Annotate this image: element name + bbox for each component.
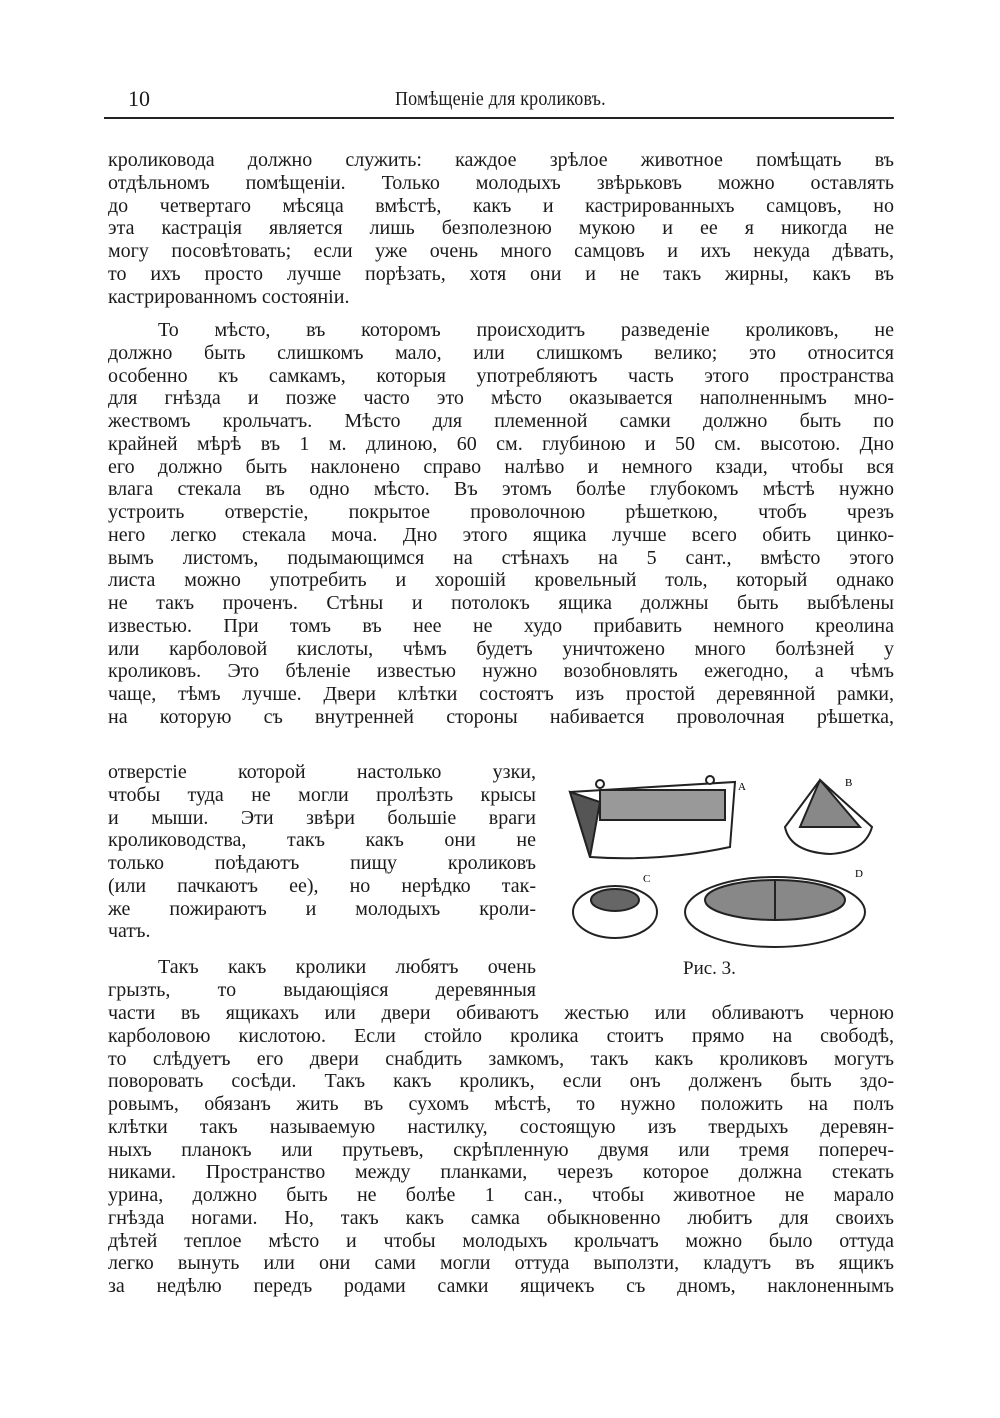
text-line: и мыши. Эти звѣри большіе враги <box>108 806 536 829</box>
text-line: известью. При томъ въ нее не худо прибавить немного креолина <box>108 614 894 637</box>
label-b: B <box>845 777 853 789</box>
text-line: устроить отверстіе, покрытое проволочною рѣшеткою, чтобъ чрезъ <box>108 501 894 523</box>
text-line: на которую съ внутренней стороны набивается проволочная рѣшетка, <box>108 705 894 728</box>
text-line: никами. Пространство между планками, черезъ которое должна стекать <box>108 1161 894 1184</box>
label-c: C <box>643 873 651 885</box>
text-line: части въ ящикахъ или двери обиваютъ жестью или обливаютъ черною <box>108 1002 894 1024</box>
text-line: ровымъ, обязанъ жить въ сухомъ мѣстѣ, то нужно положить на полъ <box>108 1093 894 1115</box>
text-line: могу посовѣтовать; если уже очень много самцовъ и ихъ некуда дѣвать, <box>108 240 894 262</box>
text-line: влага стекала въ одно мѣсто. Въ этомъ болѣе глубокомъ мѣстѣ нужно <box>108 478 894 501</box>
running-header: Помѣщеніе для кроликовъ. <box>395 88 606 110</box>
text-line: кроликовода должно служить: каждое зрѣлое животное помѣщать въ <box>108 149 894 171</box>
text-line: кроликовъ. Это бѣленіе известью нужно возобновлять ежегодно, а чѣмъ <box>108 660 894 683</box>
label-a: A <box>738 781 746 793</box>
header-rule <box>104 117 894 119</box>
figure-feeders <box>560 772 890 962</box>
feeder-d-illustration <box>685 877 865 947</box>
text-line: же пожираютъ и молодыхъ кроли- <box>108 897 536 920</box>
text-line: чаще, тѣмъ лучше. Двери клѣтки состоятъ изъ простой деревянной рамки, <box>108 683 894 705</box>
text-line: него легко стекала моча. Дно этого ящика лучше всего обить цинко- <box>108 523 894 546</box>
text-line: грызть, то выдающіяся деревянныя <box>108 978 536 1001</box>
text-line: листа можно употребить и хорошій кровельный толь, который однако <box>108 569 894 592</box>
paragraph-2 <box>108 319 894 729</box>
feeder-c-illustration <box>573 886 657 938</box>
text-line: только поѣдаютъ пищу кроликовъ <box>108 852 536 874</box>
text-line: особенно къ самкамъ, которыя употребляютъ часть этого пространства <box>108 364 894 387</box>
text-line: для гнѣзда и позже часто это мѣсто оказывается наполненнымъ мно- <box>108 387 894 410</box>
text-line: до четвертаго мѣсяца вмѣстѣ, какъ и кастрированныхъ самцовъ, но <box>108 194 894 217</box>
text-line: кастрированномъ состояніи. <box>108 285 350 308</box>
text-line: гнѣзда ногами. Но, такъ какъ самка обыкновенно любитъ для своихъ <box>108 1206 894 1229</box>
text-line: (или пачкаютъ ее), но нерѣдко так- <box>108 874 536 897</box>
text-line: чтобы туда не могли пролѣзть крысы <box>108 783 536 806</box>
text-line: чатъ. <box>108 920 151 943</box>
text-line: карболовою кислотою. Если стойло кролика стоитъ прямо на свободѣ, <box>108 1024 894 1047</box>
page-number: 10 <box>128 86 150 111</box>
paragraph-3-narrow <box>108 956 536 1002</box>
label-d: D <box>855 868 863 880</box>
text-line: эта кастрація является лишь безполезною мукою и ее я никогда не <box>108 217 894 240</box>
text-line: отдѣльномъ помѣщеніи. Только молодыхъ звѣрьковъ можно оставлять <box>108 171 894 194</box>
paragraph-3 <box>108 1002 894 1298</box>
text-line: клѣтки такъ называемую настилку, состоящую изъ твердыхъ деревян- <box>108 1115 894 1138</box>
text-line: поворовать сосѣди. Такъ какъ кроликъ, если онъ долженъ быть здо- <box>108 1070 894 1093</box>
text-line: за недѣлю передъ родами самки ящичекъ съ дномъ, наклоненнымъ <box>108 1275 894 1297</box>
feeder-a-illustration <box>570 776 735 858</box>
text-line: не такъ проченъ. Стѣны и потолокъ ящика должны быть выбѣлены <box>108 592 894 614</box>
text-line: урина, должно быть не болѣе 1 сан., чтобы животное не марало <box>108 1184 894 1206</box>
text-line: или карболовой кислоты, чѣмъ будетъ уничтожено много болѣзней у <box>108 637 894 660</box>
text-line: вымъ листомъ, подымающимся на стѣнахъ на 5 сант., вмѣсто этого <box>108 546 894 569</box>
text-line: легко вынуть или они сами могли оттуда выползти, кладутъ въ ящикъ <box>108 1252 894 1275</box>
text-line: то слѣдуетъ его двери снабдить замкомъ, такъ какъ кроликовъ могутъ <box>108 1047 894 1070</box>
text-line: отверстіе которой настолько узки, <box>108 761 536 783</box>
text-line: должно быть слишкомъ мало, или слишкомъ велико; это относится <box>108 341 894 364</box>
text-line: Такъ какъ кролики любятъ очень <box>158 956 536 978</box>
feeder-b-illustration <box>785 780 872 854</box>
text-line: То мѣсто, въ которомъ происходитъ разведеніе кроликовъ, не <box>158 319 894 341</box>
paragraph-2-narrow <box>108 761 536 943</box>
text-line: то ихъ просто лучше порѣзать, хотя они и не такъ жирны, какъ въ <box>108 262 894 285</box>
text-line: его должно быть наклонено справо налѣво и немного кзади, чтобы вся <box>108 455 894 478</box>
paragraph-1 <box>108 149 894 308</box>
text-line: жествомъ крольчатъ. Мѣсто для племенной самки должно быть по <box>108 410 894 432</box>
text-line: дѣтей теплое мѣсто и чтобы молодыхъ крольчатъ можно было оттуда <box>108 1229 894 1252</box>
text-line: ныхъ планокъ или прутьевъ, скрѣпленную двумя или тремя попереч- <box>108 1138 894 1161</box>
text-line: кролиководства, такъ какъ они не <box>108 829 536 852</box>
figure-caption: Рис. 3. <box>683 958 736 979</box>
text-line: крайней мѣрѣ въ 1 м. длиною, 60 см. глубиною и 50 см. высотою. Дно <box>108 432 894 455</box>
